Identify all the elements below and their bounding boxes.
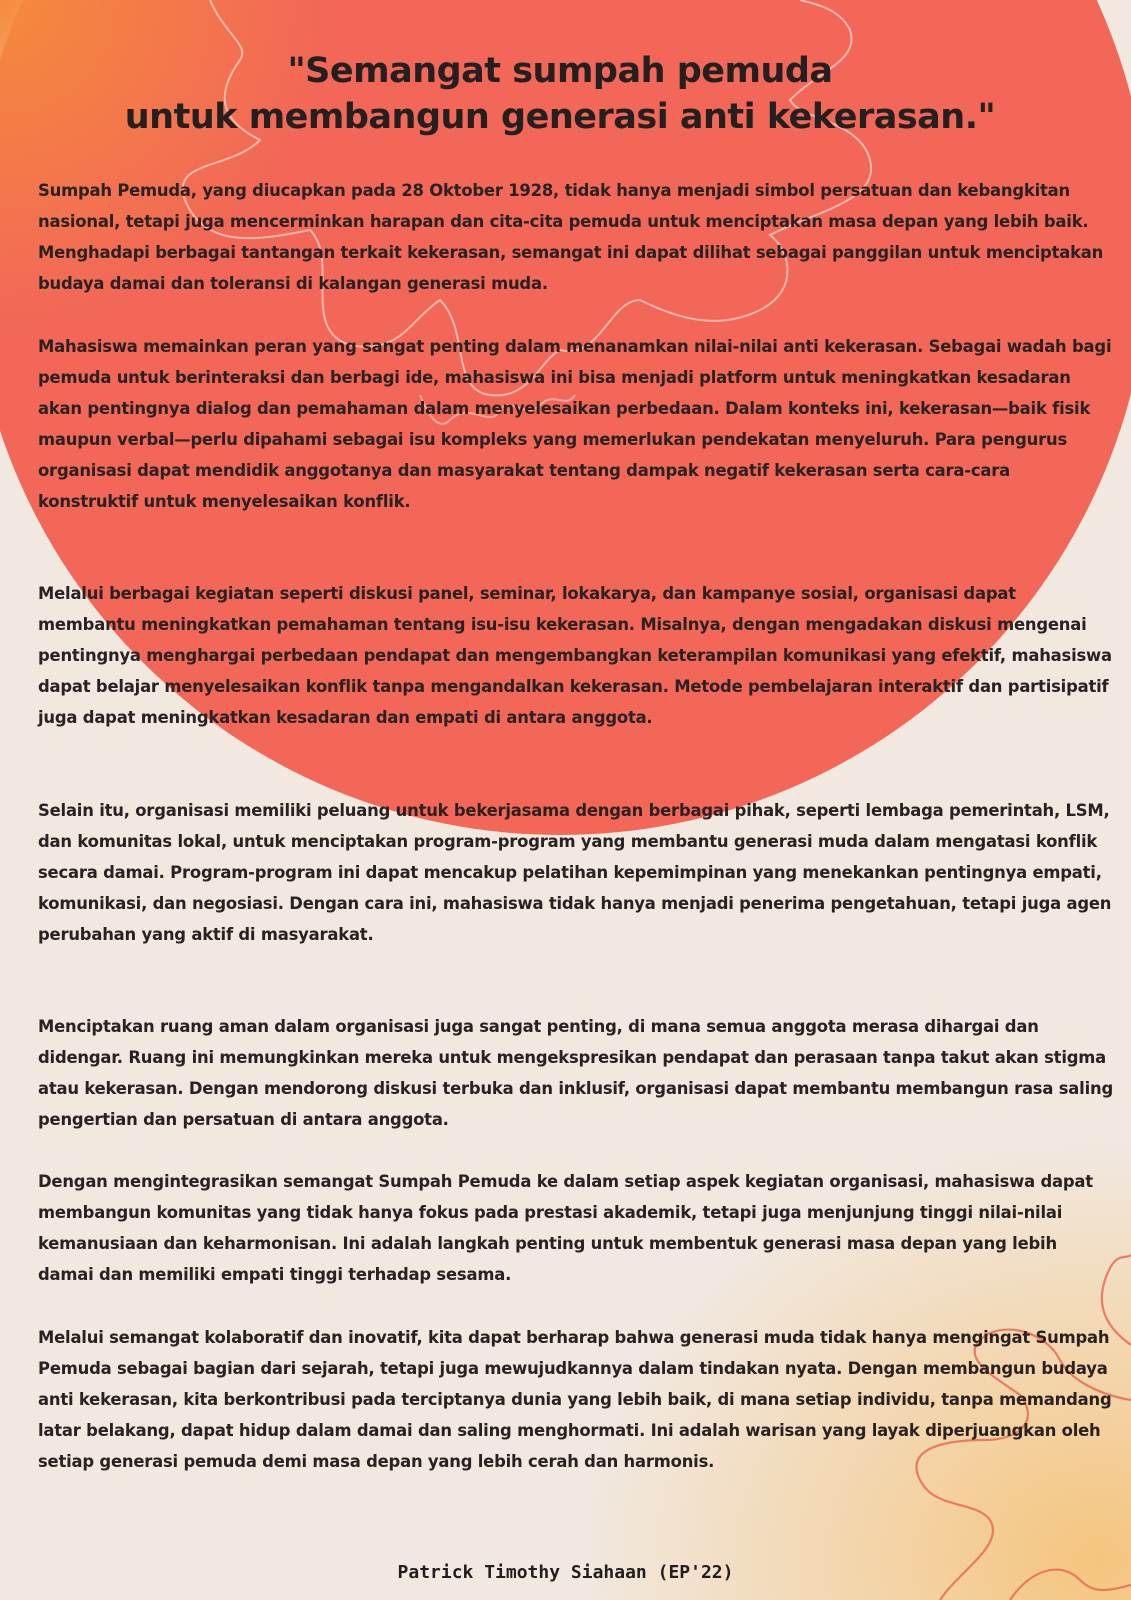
title-line-1: "Semangat sumpah pemuda xyxy=(287,51,833,91)
body-paragraph-4: Selain itu, organisasi memiliki peluang untuk bekerjasama dengan berbagai pihak, seperti lembaga pemerintah, LSM, dan komunitas lokal, untuk menciptakan program-program yang membantu generasi muda dalam mengatasi konflik secara damai. Program-program ini dapat mencakup pelatihan kepemimpinan yang menekankan pentingnya empati, komunikasi, dan negosiasi. Dengan cara ini, mahasiswa tidak hanya menjadi penerima pengetahuan, tetapi juga agen perubahan yang aktif di masyarakat. xyxy=(38,801,1112,944)
title-line-2: untuk membangun generasi anti kekerasan." xyxy=(124,97,996,137)
page-title xyxy=(60,48,1060,140)
author-signature: Patrick Timothy Siahaan (EP'22) xyxy=(397,1562,734,1583)
body-paragraph-5: Menciptakan ruang aman dalam organisasi juga sangat penting, di mana semua anggota merasa dihargai dan didengar. Ruang ini memungkinkan mereka untuk mengekspresikan pendapat dan perasaan tanpa takut akan stigma atau kekerasan. Dengan mendorong diskusi terbuka dan inklusif, organisasi dapat membantu membangun rasa saling pengertian dan persatuan di antara anggota. xyxy=(38,1017,1113,1129)
body-paragraph-3: Melalui berbagai kegiatan seperti diskusi panel, seminar, lokakarya, dan kampanye sosial, organisasi dapat membantu meningkatkan pemahaman tentang isu-isu kekerasan. Misalnya, dengan mengadakan diskusi mengenai pentingnya menghargai perbedaan pendapat dan mengembangkan keterampilan komunikasi yang efektif, mahasiswa dapat belajar menyelesaikan konflik tanpa mengandalkan kekerasan. Metode pembelajaran interaktif dan partisipatif juga dapat meningkatkan kesadaran dan empati di antara anggota. xyxy=(38,584,1112,727)
body-paragraph-1: Sumpah Pemuda, yang diucapkan pada 28 Oktober 1928, tidak hanya menjadi simbol persatuan dan kebangkitan nasional, tetapi juga mencerminkan harapan dan cita-cita pemuda untuk menciptakan masa depan yang lebih baik. Menghadapi berbagai tantangan terkait kekerasan, semangat ini dapat dilihat sebagai panggilan untuk menciptakan budaya damai dan toleransi di kalangan generasi muda. xyxy=(38,181,1104,293)
body-paragraph-2: Mahasiswa memainkan peran yang sangat penting dalam menanamkan nilai-nilai anti kekerasan. Sebagai wadah bagi pemuda untuk berinteraksi dan berbagi ide, mahasiswa ini bisa menjadi platform untuk meningkatkan kesadaran akan pentingnya dialog dan pemahaman dalam menyelesaikan perbedaan. Dalam konteks ini, kekerasan—baik fisik maupun verbal—perlu dipahami sebagai isu kompleks yang memerlukan pendekatan menyeluruh. Para pengurus organisasi dapat mendidik anggotanya dan masyarakat tentang dampak negatif kekerasan serta cara-cara konstruktif untuk menyelesaikan konflik. xyxy=(38,337,1112,511)
body-paragraph-7: Melalui semangat kolaboratif dan inovatif, kita dapat berharap bahwa generasi muda tidak hanya mengingat Sumpah Pemuda sebagai bagian dari sejarah, tetapi juga mewujudkannya dalam tindakan nyata. Dengan membangun budaya anti kekerasan, kita berkontribusi pada terciptanya dunia yang lebih baik, di mana setiap individu, tanpa memandang latar belakang, dapat hidup dalam damai dan saling menghormati. Ini adalah warisan yang layak diperjuangkan oleh setiap generasi pemuda demi masa depan yang lebih cerah dan harmonis. xyxy=(38,1328,1112,1471)
body-paragraph-6: Dengan mengintegrasikan semangat Sumpah Pemuda ke dalam setiap aspek kegiatan organisasi, mahasiswa dapat membangun komunitas yang tidak hanya fokus pada prestasi akademik, tetapi juga menjunjung tinggi nilai-nilai kemanusiaan dan keharmonisan. Ini adalah langkah penting untuk membentuk generasi masa depan yang lebih damai dan memiliki empati tinggi terhadap sesama. xyxy=(38,1172,1093,1284)
